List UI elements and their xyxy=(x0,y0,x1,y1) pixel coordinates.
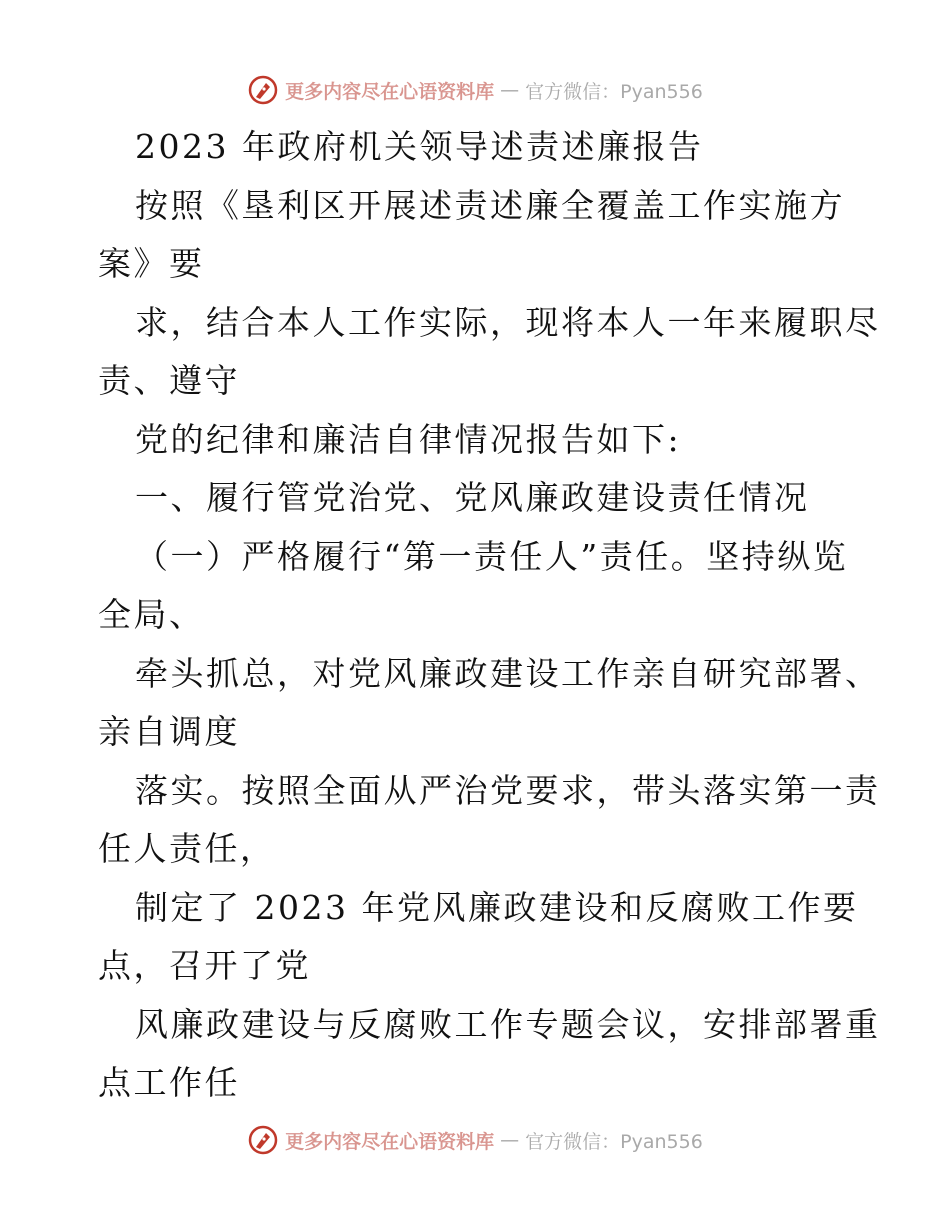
paragraph-line: 党的纪律和廉洁自律情况报告如下: xyxy=(135,419,682,459)
watermark-wechat-text: 官方微信：Pyan556 xyxy=(525,80,703,103)
section-heading: 一、履行管党治党、党风廉政建设责任情况 xyxy=(135,478,810,517)
paragraph-line: 责、遵守 xyxy=(98,361,240,400)
document-title: 2023 年政府机关领导述责述廉报告 xyxy=(135,127,704,166)
paragraph-line: （一）严格履行“第一责任人”责任。坚持纵览 xyxy=(135,536,849,576)
watermark-main-text: 更多内容尽在心语资料库 xyxy=(285,1130,495,1153)
paragraph-line: 按照《垦利区开展述责述廉全覆盖工作实施方 xyxy=(135,185,845,225)
watermark-dash: — xyxy=(500,79,520,101)
paragraph-line: 牵头抓总，对党风廉政建设工作亲自研究部署、 xyxy=(135,653,881,693)
paragraph-line: 点工作任 xyxy=(98,1063,240,1102)
watermark-main-text: 更多内容尽在心语资料库 xyxy=(285,80,495,103)
paragraph-line: 求，结合本人工作实际，现将本人一年来履职尽 xyxy=(135,302,881,342)
paragraph-line: 风廉政建设与反腐败工作专题会议，安排部署重 xyxy=(135,1004,881,1044)
paragraph-line: 全局、 xyxy=(98,595,205,634)
document-body xyxy=(98,118,881,1113)
paragraph-line: 落实。按照全面从严治党要求，带头落实第一责 xyxy=(135,770,881,810)
header-watermark xyxy=(0,70,950,110)
paragraph-line: 点，召开了党 xyxy=(98,946,311,985)
watermark-wechat-text: 官方微信：Pyan556 xyxy=(525,1130,703,1153)
paragraph-line: 任人责任， xyxy=(98,829,276,868)
watermark-dash: — xyxy=(500,1129,520,1151)
pen-nib-logo-icon xyxy=(247,1124,279,1156)
paragraph-line: 制定了 2023 年党风廉政建设和反腐败工作要 xyxy=(135,887,859,927)
pen-nib-logo-icon xyxy=(247,74,279,106)
footer-watermark xyxy=(0,1120,950,1160)
paragraph-line: 案》要 xyxy=(98,244,205,283)
paragraph-line: 亲自调度 xyxy=(98,712,240,751)
